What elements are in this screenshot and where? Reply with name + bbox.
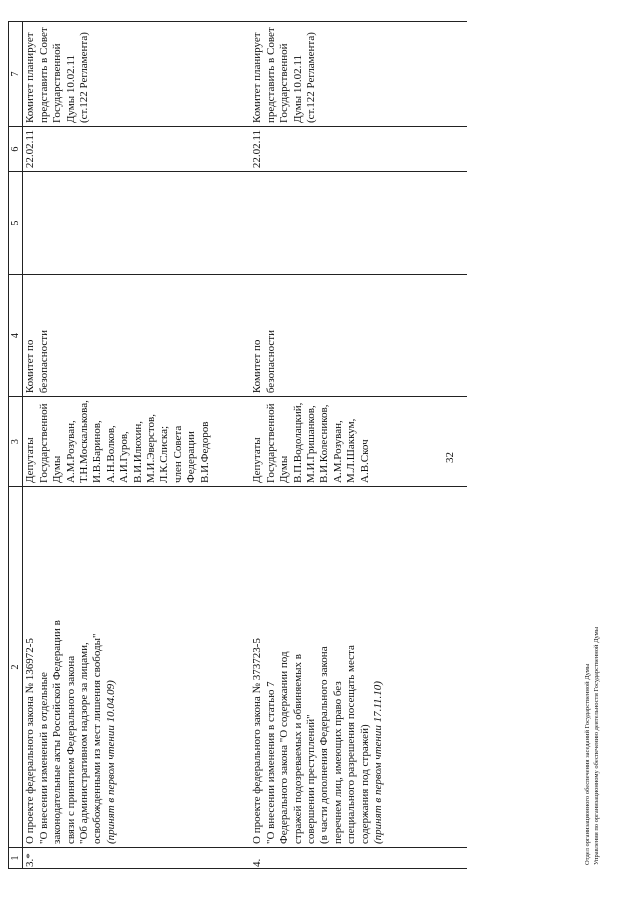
author-line: А.М.Розуван, <box>331 420 344 483</box>
bill-status: (принят в первом чтении 17.11.10) <box>372 681 385 844</box>
footer-line: Отдел организационного обеспечения заседаний Государственной Думы <box>584 663 591 865</box>
author-line: А.И.Гуров, <box>118 431 131 483</box>
header-col-1: 1 <box>9 848 23 869</box>
bill-status: (принят в первом чтении 10.04.09) <box>104 680 117 844</box>
note-line: Государственной <box>51 43 64 124</box>
bill-title-line: стражей подозреваемых и обвиняемых в <box>291 654 304 844</box>
author-line: Т.Н.Москалькова, <box>78 400 91 483</box>
author-line: И.В.Баринов, <box>91 420 104 483</box>
col5-cell <box>23 172 251 275</box>
header-col-7: 7 <box>9 22 23 127</box>
footer-line: Управления по организационному обеспечению деятельности Государственной Думы <box>592 626 600 865</box>
author-line: Депутаты <box>24 437 37 483</box>
author-line: Государственной <box>37 403 50 483</box>
note-line: представить в Совет <box>37 27 50 124</box>
author-line: Думы <box>51 455 64 483</box>
committee-line: безопасности <box>264 330 277 394</box>
header-col-3: 3 <box>9 397 23 487</box>
row-number: 3.* <box>23 848 251 869</box>
page-number: 32 <box>444 452 456 463</box>
author-line: Думы <box>278 455 291 483</box>
bill-title-line: содержания под стражей) <box>358 724 371 844</box>
committee-line: Комитет по <box>251 339 264 394</box>
authors-cell <box>250 397 467 487</box>
note-line: Комитет планирует <box>251 32 264 124</box>
note-cell <box>23 22 251 127</box>
footer <box>584 627 601 865</box>
row-number: 4. <box>250 848 467 869</box>
bill-title-cell <box>23 487 251 848</box>
date-cell: 22.02.11 <box>250 127 467 172</box>
author-line: В.И.Федоров <box>198 421 211 483</box>
committee-cell <box>250 275 467 397</box>
bill-title-line: перечнем лиц, имеющих право без <box>331 681 344 844</box>
author-line: М.И.Эверстов, <box>145 414 158 483</box>
agenda-table <box>8 21 467 869</box>
note-line: Комитет планирует <box>24 32 37 124</box>
table-row <box>23 22 251 869</box>
author-line: М.Л.Шаккум, <box>345 418 358 483</box>
author-line: А.В.Скоч <box>358 439 371 483</box>
date-cell: 22.02.11 <box>23 127 251 172</box>
author-line: Л.К.Слиска; <box>158 425 171 483</box>
bill-title-line: (в части дополнения Федерального закона <box>318 646 331 844</box>
bill-title-line: специального разрешения посещать места <box>345 645 358 844</box>
header-col-4: 4 <box>9 275 23 397</box>
note-line: Государственной <box>278 43 291 124</box>
note-line: представить в Совет <box>264 27 277 124</box>
col5-cell <box>250 172 467 275</box>
table-row <box>250 22 467 869</box>
committee-line: безопасности <box>37 330 50 394</box>
bill-title-line: "О внесении изменения в статью 7 <box>264 681 277 844</box>
author-line: М.И.Гришанков, <box>305 405 318 483</box>
author-line: А.Н.Волков, <box>104 425 117 483</box>
author-line: В.П.Водолацкий, <box>291 402 304 483</box>
committee-line: Комитет по <box>24 339 37 394</box>
bill-title-line: освобожденными из мест лишения свободы" <box>91 633 104 844</box>
note-line: Думы 10.02.11 <box>291 54 304 124</box>
header-row <box>9 22 23 869</box>
author-line: Депутаты <box>251 437 264 483</box>
bill-title-line: законодательные акты Российской Федерации в <box>51 620 64 844</box>
bill-title-line: О проекте федерального закона № 373723-5 <box>251 638 264 844</box>
note-cell <box>250 22 467 127</box>
bill-title-line: "О внесении изменений в отдельные <box>37 672 50 844</box>
note-line: (ст.122 Регламента) <box>78 32 91 124</box>
note-line: Думы 10.02.11 <box>64 54 77 124</box>
bill-title-cell <box>250 487 467 848</box>
header-col-2: 2 <box>9 487 23 848</box>
author-line: Федерации <box>185 431 198 483</box>
header-col-5: 5 <box>9 172 23 275</box>
authors-cell <box>23 397 251 487</box>
author-line: Государственной <box>264 403 277 483</box>
bill-title-line: Федерального закона "О содержании под <box>278 651 291 844</box>
committee-cell <box>23 275 251 397</box>
header-col-6: 6 <box>9 127 23 172</box>
note-line: (ст.122 Регламента) <box>305 32 318 124</box>
bill-title-line: связи с принятием Федерального закона <box>64 655 77 844</box>
bill-title-line: О проекте федерального закона № 136972-5 <box>24 638 37 844</box>
bill-title-line: совершении преступлений" <box>305 714 318 844</box>
bill-title-line: "Об административном надзоре за лицами, <box>78 642 91 844</box>
author-line: В.И.Колесников, <box>318 404 331 483</box>
author-line: В.И.Илюхин, <box>131 420 144 483</box>
author-line: А.М.Розуван, <box>64 420 77 483</box>
author-line: член Совета <box>171 425 184 483</box>
